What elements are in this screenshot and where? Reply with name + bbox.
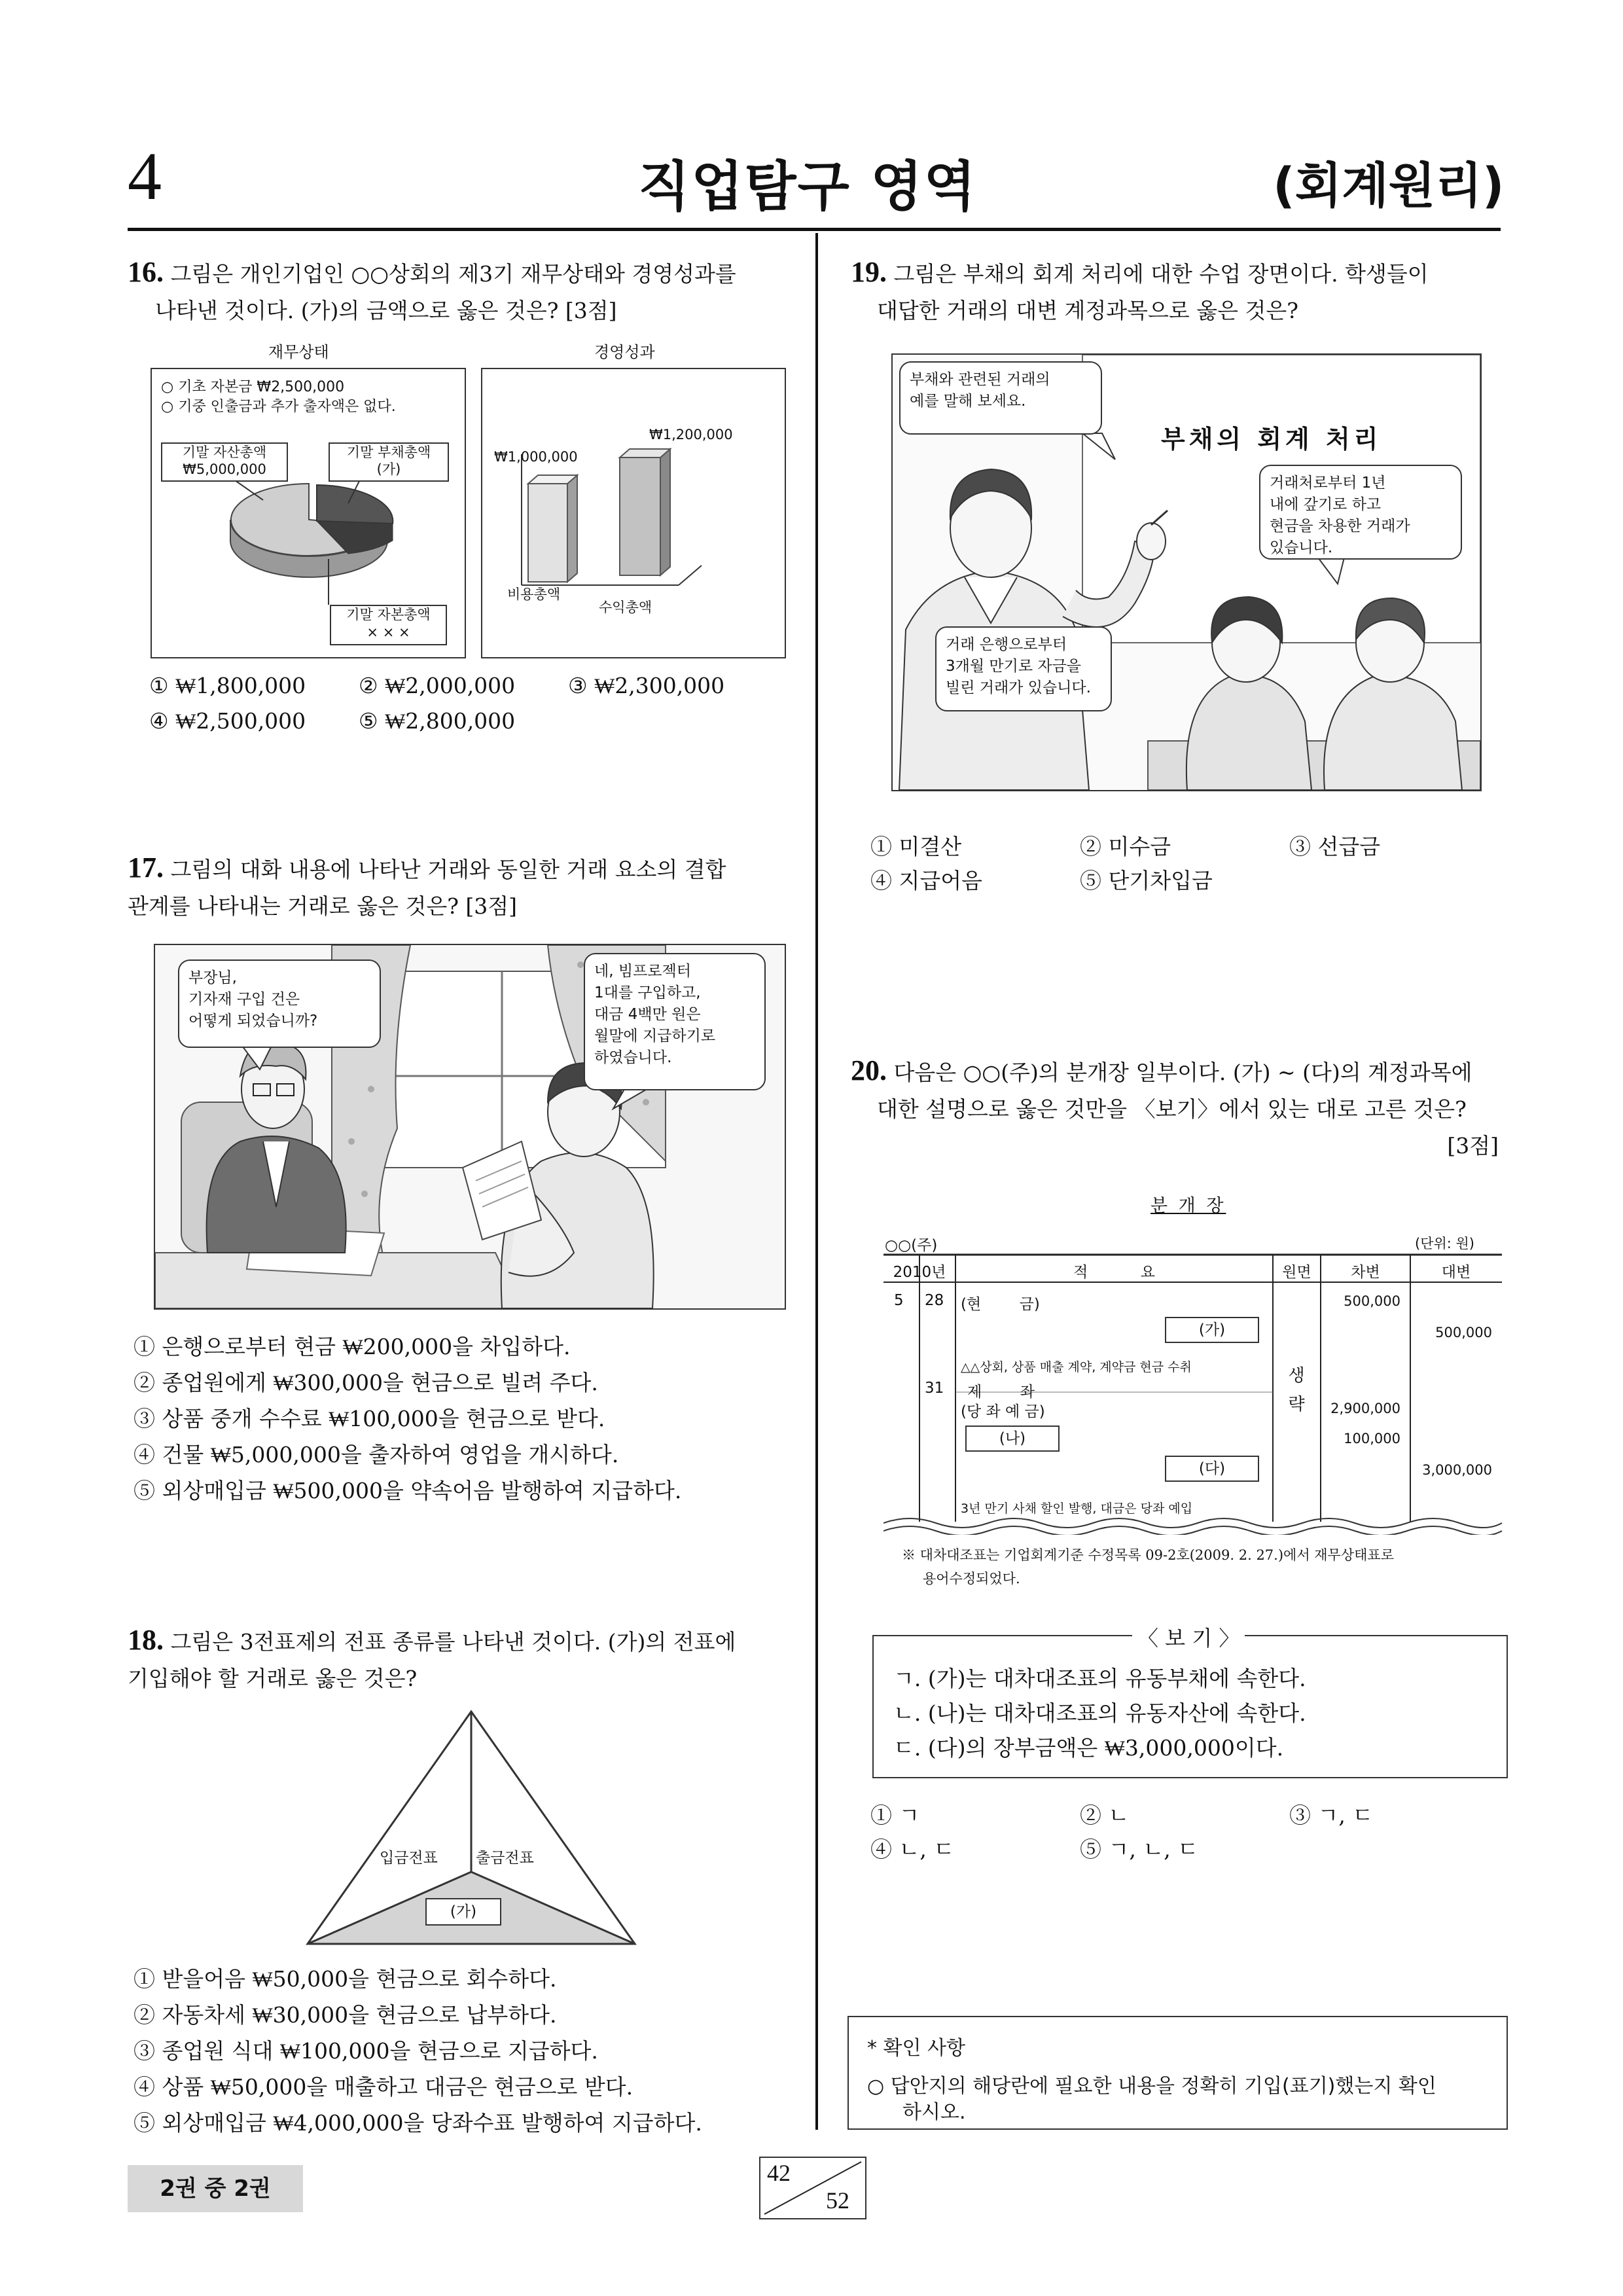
question-text: 관계를 나타내는 거래로 옳은 것은? [3점]: [128, 893, 518, 919]
assets-label-box: [161, 442, 288, 482]
volume-label: 2권 중 2권: [160, 2176, 271, 2202]
notice-line: ○ 답안지의 해당란에 필요한 내용을 정확히 기입(표기)했는지 확인: [867, 2075, 1436, 2098]
bubble-line: 현금을 차용한 거래가: [1270, 518, 1410, 535]
choice-5[interactable]: ⑤ 외상매입금 ₩4,000,000을 당좌수표 발행하여 지급하다.: [134, 2110, 702, 2136]
amount-cash-debit: 500,000: [1344, 1293, 1400, 1309]
revenue-value: ₩1,200,000: [649, 427, 733, 442]
liabilities-label-box: [329, 442, 449, 482]
amount-na-debit: 100,000: [1344, 1431, 1400, 1446]
question-text: 나타낸 것이다. (가)의 금액으로 옳은 것은? [3점]: [155, 298, 617, 323]
bubble-line: 내에 갚기로 하고: [1270, 496, 1382, 513]
bubble-line: 대금 4백만 원은: [594, 1006, 701, 1023]
question-text: 그림은 3전표제의 전표 종류를 나타낸 것이다. (가)의 전표에: [170, 1629, 736, 1655]
subject-subtitle: (회계원리): [1273, 158, 1505, 214]
question-18: [128, 1622, 802, 1697]
choice-2[interactable]: ② ㄴ: [1080, 1803, 1130, 1828]
equity-label: 기말 자본총액: [346, 607, 431, 622]
ref-omitted: 생 략: [1288, 1366, 1305, 1414]
bubble-line: 하였습니다.: [594, 1049, 672, 1066]
question-text: 그림의 대화 내용에 나타난 거래와 동일한 거래 요소의 결합: [170, 857, 726, 882]
notice-title: * 확인 사항: [867, 2037, 965, 2060]
choice-5[interactable]: ⑤ 외상매입금 ₩500,000을 약속어음 발행하여 지급하다.: [134, 1478, 682, 1503]
journal-unit: (단위: 원): [1415, 1236, 1474, 1251]
q19-choices: [870, 830, 1499, 908]
question-17: [128, 850, 802, 925]
choice-3[interactable]: ③ 종업원 식대 ₩100,000을 현금으로 지급하다.: [134, 2038, 598, 2064]
q19-illustration: [891, 353, 1482, 791]
assets-value: ₩5,000,000: [183, 461, 266, 477]
question-19: [851, 254, 1505, 329]
choice-1[interactable]: ① 미결산: [870, 834, 962, 859]
memo-sales-contract: △△상회, 상품 매출 계약, 계약금 현금 수취: [961, 1360, 1192, 1374]
question-text: 대답한 거래의 대변 계정과목으로 옳은 것은?: [877, 298, 1298, 323]
choice-4[interactable]: ④ 건물 ₩5,000,000을 출자하여 영업을 개시하다.: [134, 1442, 619, 1467]
label-deposit-voucher: 입금전표: [380, 1850, 438, 1867]
volume-badge: [128, 2165, 303, 2212]
choice-3[interactable]: ③ ₩2,300,000: [568, 673, 725, 698]
choice-5[interactable]: ⑤ ₩2,800,000: [359, 708, 516, 734]
liabilities-label: 기말 부채총액: [346, 444, 431, 460]
box-ga: (가): [1165, 1317, 1259, 1343]
entry-cash: (현 금): [961, 1296, 1040, 1313]
liabilities-value: (가): [376, 461, 401, 477]
performance-panel: [481, 368, 786, 658]
speech-bubble-student-2: [935, 626, 1112, 711]
header-debit: 차변: [1351, 1264, 1380, 1281]
box-da: (다): [1165, 1456, 1259, 1482]
board-title: 부채의 회계 처리: [1161, 425, 1382, 454]
note: ○ 기초 자본금 ₩2,500,000: [161, 379, 345, 395]
bar-revenue: [620, 449, 670, 575]
journal-footnote: [902, 1543, 1394, 1590]
question-points: [3점]: [1447, 1133, 1499, 1158]
header-rule: [128, 228, 1501, 231]
journal-title: 분 개 장: [1150, 1196, 1226, 1216]
bubble-line: 부채와 관련된 거래의: [910, 371, 1050, 388]
amount-deposit-debit: 2,900,000: [1330, 1401, 1400, 1416]
financial-position-title: 재무상태: [268, 343, 329, 361]
header-ref: 원면: [1282, 1264, 1311, 1281]
financial-position-panel: [151, 368, 466, 658]
question-20: [851, 1052, 1499, 1164]
choice-5[interactable]: ⑤ 단기차입금: [1080, 868, 1213, 893]
q17-illustration: [154, 944, 786, 1310]
bubble-line: 있습니다.: [1270, 539, 1333, 556]
choice-3[interactable]: ③ ㄱ, ㄷ: [1289, 1803, 1374, 1828]
bubble-line: 거래 은행으로부터: [946, 636, 1067, 653]
entry-day-31: 31: [925, 1380, 944, 1397]
entry-deposit: (당 좌 예 금): [961, 1403, 1045, 1420]
q17-choices: [134, 1329, 808, 1509]
choice-4[interactable]: ④ 지급어음: [870, 868, 983, 893]
expense-label: 비용총액: [507, 586, 561, 602]
bubble-line: 3개월 만기로 자금을: [946, 658, 1081, 675]
header-credit: 대변: [1441, 1264, 1471, 1281]
choice-3[interactable]: ③ 상품 중개 수수료 ₩100,000을 현금으로 받다.: [134, 1406, 605, 1431]
question-number: 19.: [851, 256, 887, 288]
notice-line: 하시오.: [902, 2101, 966, 2124]
q20-choices: [870, 1799, 1499, 1871]
footnote-line: ※ 대차대조표는 기업회계기준 수정목록 09-2호(2009. 2. 27.)에서 재무상태표로: [902, 1547, 1394, 1563]
assets-label: 기말 자산총액: [182, 444, 267, 460]
amount-da-credit: 3,000,000: [1422, 1462, 1492, 1478]
bogi-box: [872, 1626, 1508, 1778]
question-text: 대한 설명으로 옳은 것만을 〈보기〉에서 있는 대로 고른 것은?: [877, 1096, 1467, 1122]
bubble-line: 어떻게 되었습니까?: [188, 1013, 318, 1030]
box-na: (나): [965, 1426, 1060, 1452]
expense-value: ₩1,000,000: [494, 449, 578, 465]
label-withdrawal-voucher: 출금전표: [476, 1850, 534, 1867]
bogi-title: 〈 보 기 〉: [1132, 1622, 1245, 1652]
bubble-line: 기자재 구입 건은: [188, 991, 300, 1008]
question-16: [128, 254, 802, 329]
question-text: 기입해야 할 거래로 옳은 것은?: [128, 1666, 418, 1691]
equity-label-box: [330, 605, 447, 645]
bubble-line: 1대를 구입하고,: [594, 984, 701, 1001]
chart-axis: [679, 565, 702, 585]
choice-4[interactable]: ④ 상품 ₩50,000을 매출하고 대금은 현금으로 받다.: [134, 2074, 633, 2100]
choice-5[interactable]: ⑤ ㄱ, ㄴ, ㄷ: [1080, 1837, 1199, 1862]
note: ○ 기중 인출금과 추가 출자액은 없다.: [161, 399, 396, 415]
label-ga-voucher: (가): [425, 1898, 501, 1926]
question-number: 17.: [128, 852, 164, 884]
speech-bubble-student-1: [1259, 465, 1462, 560]
bubble-line: 네, 빔프로젝터: [594, 963, 691, 980]
memo-bond-issue: 3년 만기 사채 할인 발행, 대금은 당좌 예입: [961, 1501, 1193, 1516]
choice-2[interactable]: ② 종업원에게 ₩300,000을 현금으로 빌려 주다.: [134, 1370, 598, 1395]
question-number: 18.: [128, 1624, 164, 1656]
page-number: 4: [128, 139, 162, 214]
header-description: 적 요: [1073, 1264, 1155, 1281]
bogi-item: ㄷ. (다)의 장부금액은 ₩3,000,000이다.: [893, 1735, 1284, 1761]
page-counter: [759, 2157, 866, 2219]
column-divider: [815, 233, 818, 2130]
speech-bubble-teacher: [899, 361, 1102, 435]
choice-4[interactable]: ④ ₩2,500,000: [149, 708, 306, 734]
choice-2[interactable]: ② 자동차세 ₩30,000을 현금으로 납부하다.: [134, 2002, 557, 2028]
bubble-line: 월말에 지급하기로: [594, 1028, 716, 1045]
choice-1[interactable]: ① 받을어음 ₩50,000을 현금으로 회수하다.: [134, 1966, 557, 1992]
q18-choices: [134, 1961, 808, 2141]
choice-2[interactable]: ② ₩2,000,000: [359, 673, 516, 698]
choice-4[interactable]: ④ ㄴ, ㄷ: [870, 1837, 955, 1862]
bogi-items: [893, 1661, 1306, 1765]
footnote-line: 용어수정되었다.: [923, 1571, 1020, 1587]
equity-value: × × ×: [366, 624, 410, 640]
bubble-line: 부장님,: [188, 969, 237, 986]
bogi-item: ㄴ. (나)는 대차대조표의 유동자산에 속한다.: [893, 1700, 1306, 1726]
page-current: 42: [767, 2160, 791, 2186]
notice-box: [847, 2016, 1508, 2130]
choice-1[interactable]: ① ₩1,800,000: [149, 673, 306, 698]
entry-month: 5: [894, 1292, 904, 1309]
question-number: 16.: [128, 256, 164, 288]
header-year: 2010년: [893, 1264, 946, 1281]
bubble-line: 빌린 거래가 있습니다.: [946, 679, 1091, 696]
amount-ga-credit: 500,000: [1435, 1325, 1492, 1340]
journal-company: ○○(주): [885, 1237, 938, 1254]
entry-various: 제 좌: [967, 1384, 1035, 1401]
question-text: 그림은 개인기업인 ○○상회의 제3기 재무상태와 경영성과를: [170, 261, 736, 287]
entry-day-28: 28: [925, 1292, 944, 1309]
choice-3[interactable]: ③ 선급금: [1289, 834, 1381, 859]
speech-bubble-boss: [178, 960, 381, 1048]
subject-title: 직업탐구 영역: [638, 156, 977, 218]
speech-bubble-employee: [584, 953, 766, 1090]
revenue-label: 수익총액: [599, 600, 652, 615]
bogi-item: ㄱ. (가)는 대차대조표의 유동부채에 속한다.: [893, 1666, 1306, 1691]
page-total: 52: [826, 2187, 849, 2214]
performance-title: 경영성과: [594, 343, 655, 361]
choice-1[interactable]: ① 은행으로부터 현금 ₩200,000을 차입하다.: [134, 1334, 571, 1359]
choice-2[interactable]: ② 미수금: [1080, 834, 1171, 859]
choice-1[interactable]: ① ㄱ: [870, 1803, 920, 1828]
bar-expense: [528, 475, 577, 582]
question-text: 그림은 부채의 회계 처리에 대한 수업 장면이다. 학생들이: [893, 261, 1429, 287]
question-number: 20.: [851, 1054, 887, 1086]
bubble-line: 거래처로부터 1년: [1270, 475, 1386, 492]
question-text: 다음은 ○○(주)의 분개장 일부이다. (가) ~ (다)의 계정과목에: [893, 1060, 1472, 1085]
bubble-line: 예를 말해 보세요.: [910, 393, 1026, 410]
